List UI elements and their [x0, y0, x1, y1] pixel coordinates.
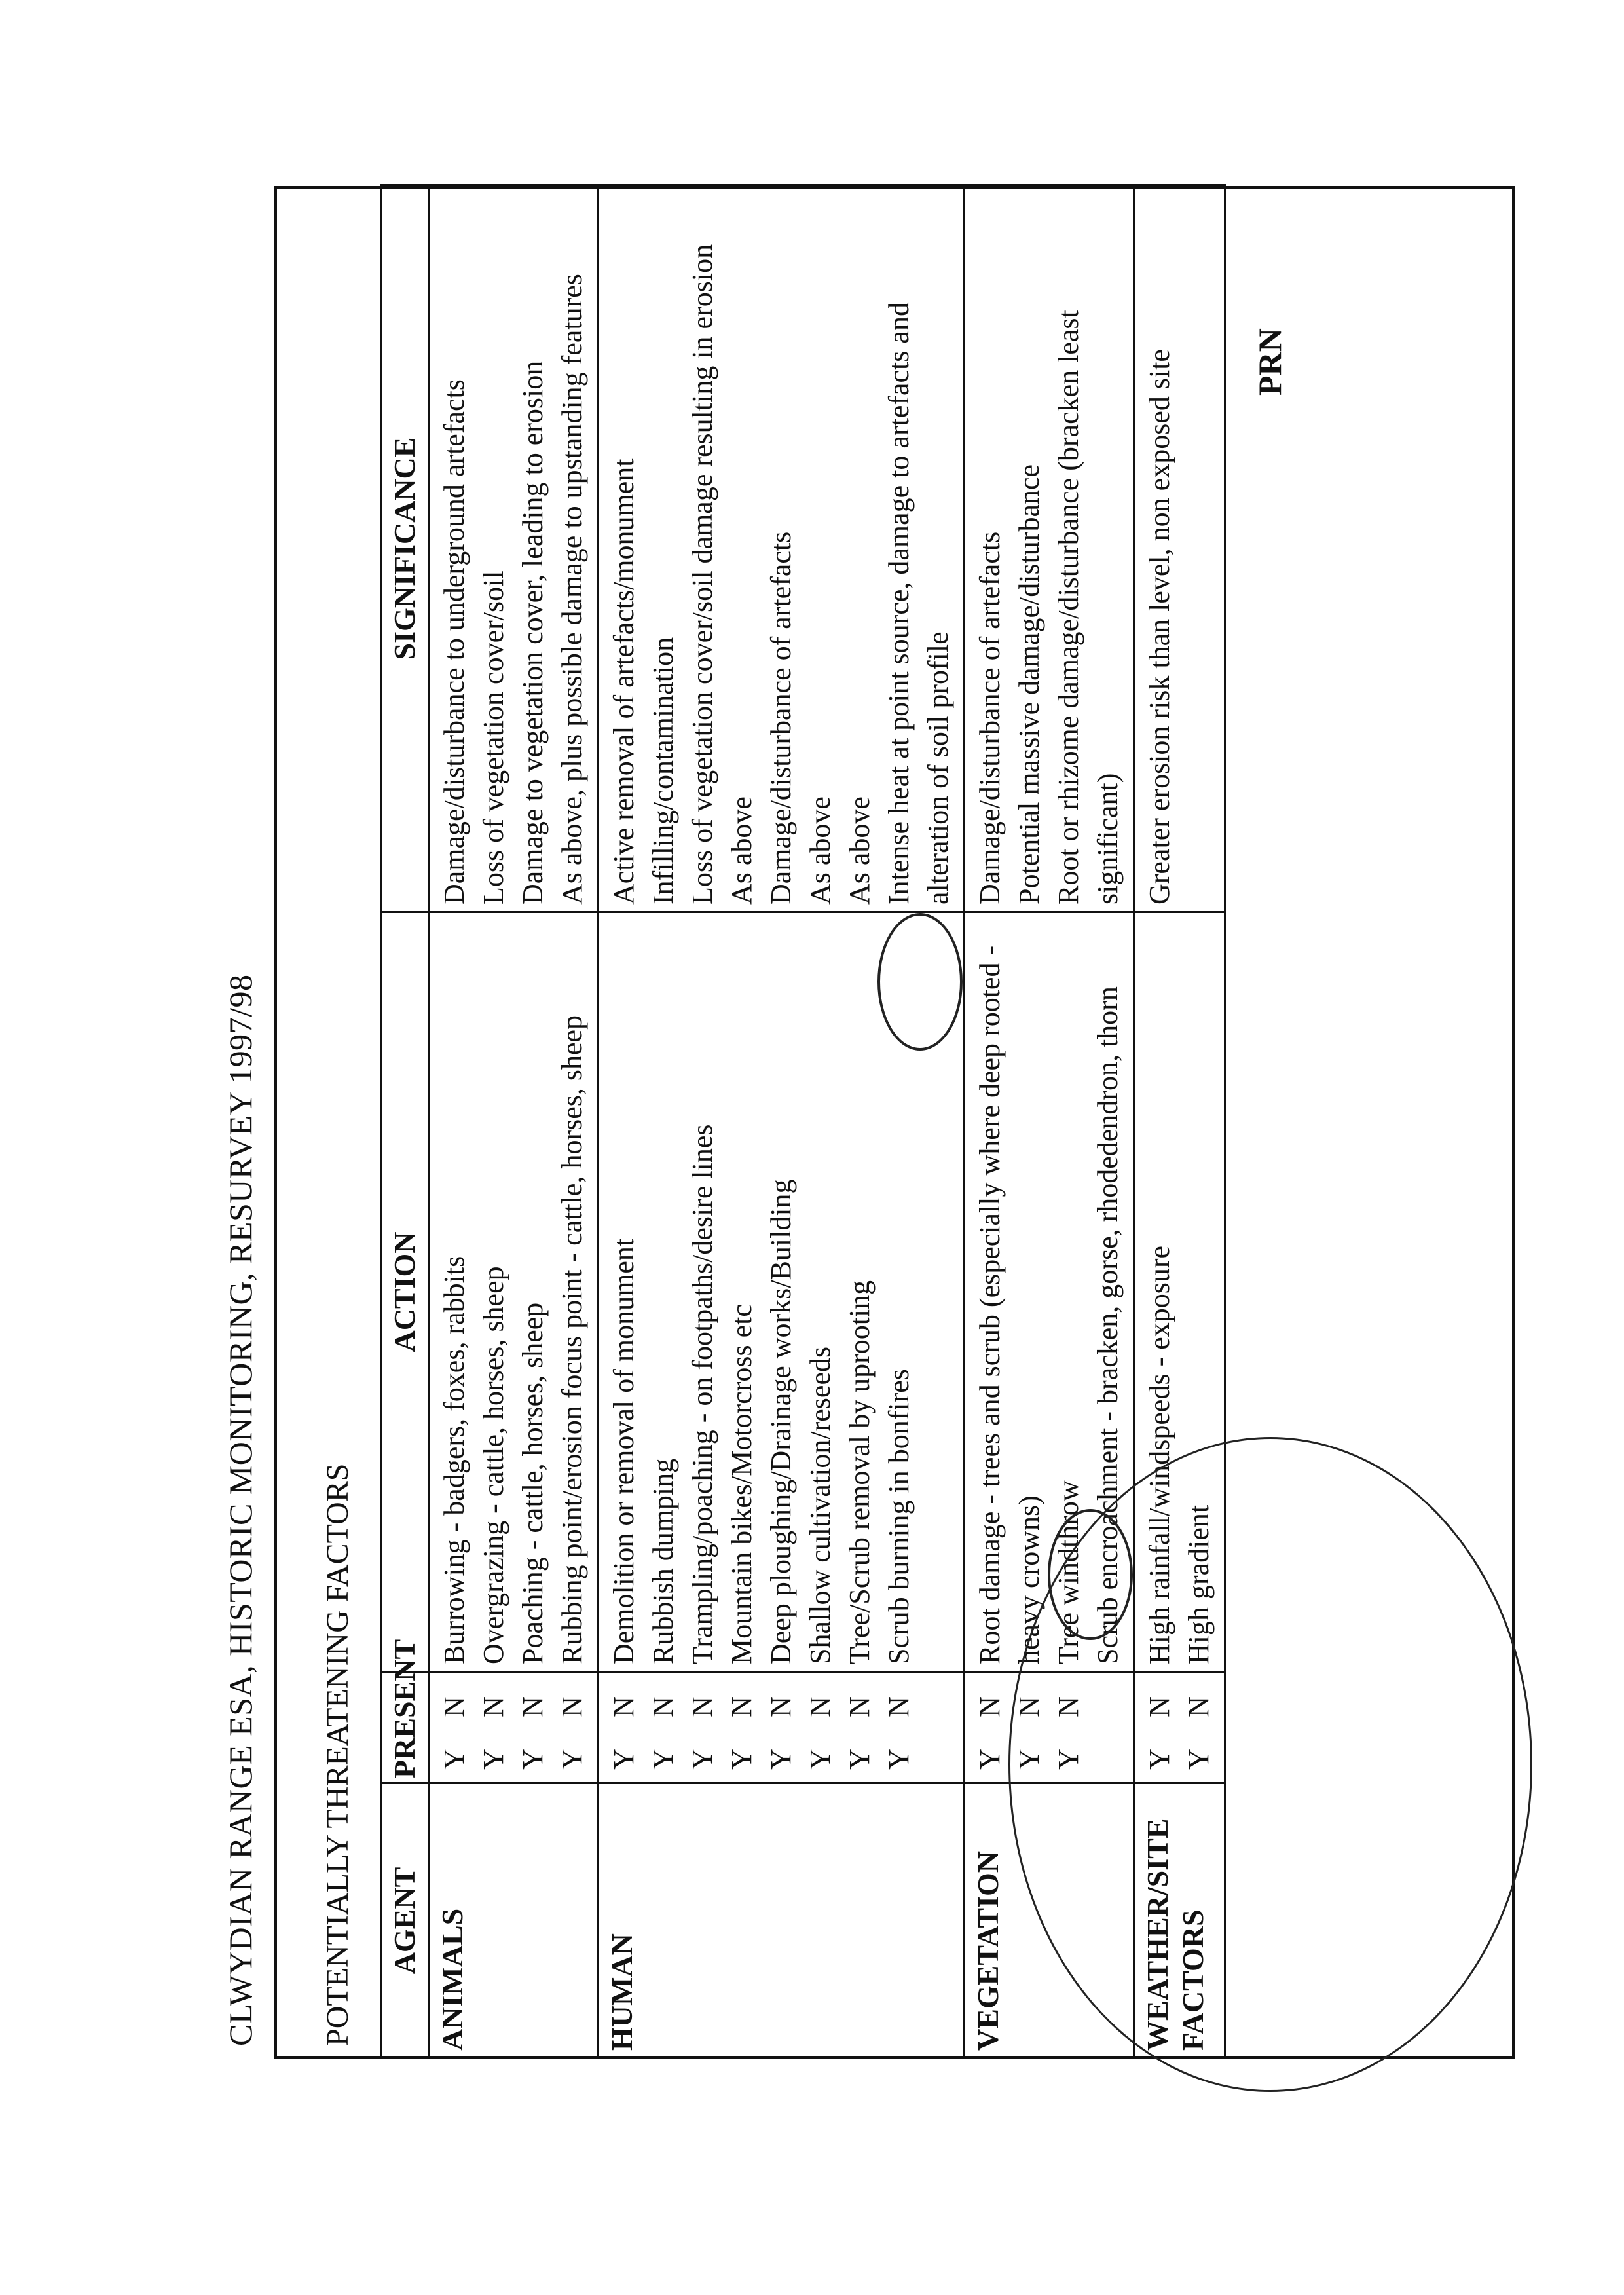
present-yes: Y: [517, 1749, 549, 1770]
present-values: [604, 1679, 644, 1776]
present-no: N: [477, 1696, 509, 1717]
present-yes: Y: [1183, 1749, 1215, 1770]
action-cell: [429, 912, 599, 1672]
present-yes: Y: [1143, 1749, 1175, 1770]
present-yes: Y: [843, 1749, 876, 1770]
present-values: [683, 1679, 722, 1776]
action-text: Shallow cultivation/reseeds: [804, 1346, 836, 1664]
significance-text: Damage/disturbance of artefacts: [765, 531, 797, 905]
present-yes: Y: [804, 1749, 836, 1770]
action-text: Scrub burning in bonfires: [883, 1369, 915, 1664]
agent-cell: WEATHER/SITE FACTORS: [1134, 1783, 1225, 2059]
significance-text: Damage to vegetation cover, leading to erosion: [517, 360, 549, 905]
present-no: N: [686, 1696, 718, 1717]
present-cell: [599, 1672, 965, 1783]
present-values: [722, 1679, 762, 1776]
action-text: High gradient: [1183, 1504, 1215, 1664]
present-yes: Y: [726, 1749, 758, 1770]
present-no: N: [556, 1696, 588, 1717]
action-text: Tree/Scrub removal by uprooting: [843, 1280, 876, 1664]
present-no: N: [883, 1696, 915, 1717]
column-header-present: PRESENT: [381, 1672, 429, 1783]
present-values: [801, 1679, 840, 1776]
present-no: N: [1143, 1696, 1175, 1717]
action-text: Deep ploughing/Drainage works/Building: [765, 1179, 797, 1664]
present-no: N: [765, 1696, 797, 1717]
prn-label: PRN: [1251, 328, 1288, 396]
header-row: [381, 185, 429, 2059]
present-values: [553, 1679, 592, 1776]
significance-text: Active removal of artefacts/monument: [608, 458, 640, 905]
present-no: N: [726, 1696, 758, 1717]
present-no: N: [843, 1696, 876, 1717]
significance-text: As above: [804, 796, 836, 905]
present-values: [474, 1679, 513, 1776]
significance-text: Infilling/contamination: [647, 637, 679, 905]
column-header-significance: SIGNIFICANCE: [381, 185, 429, 912]
present-no: N: [647, 1696, 679, 1717]
significance-text: Loss of vegetation cover/soil damage resulting in erosion: [686, 244, 718, 905]
agent-cell: VEGETATION: [965, 1783, 1134, 2059]
column-header-action: ACTION: [381, 912, 429, 1672]
table-row: [599, 185, 965, 2059]
significance-text: As above, plus possible damage to upstanding features: [556, 274, 588, 905]
action-text: Rubbish dumping: [647, 1458, 679, 1664]
agent-cell: ANIMALS: [429, 1783, 599, 2059]
action-text: Tree windthrow: [1052, 1480, 1084, 1664]
present-values: [435, 1679, 474, 1776]
significance-text: As above: [726, 796, 758, 905]
significance-text: Damage/disturbance to underground artefacts: [438, 379, 470, 905]
action-text: Poaching - cattle, horses, sheep: [517, 1302, 549, 1664]
handwritten-circle-annotation: [877, 913, 963, 1051]
present-no: N: [438, 1696, 470, 1717]
significance-cell: [429, 185, 599, 912]
present-yes: Y: [647, 1749, 679, 1770]
present-values: [879, 1679, 919, 1776]
significance-text: Greater erosion risk than level, non exposed site: [1143, 349, 1175, 905]
present-no: N: [608, 1696, 640, 1717]
significance-cell: [599, 185, 965, 912]
present-yes: Y: [556, 1749, 588, 1770]
significance-text: Intense heat at point source, damage to artefacts and alteration of soil profile: [883, 302, 954, 905]
present-yes: Y: [608, 1749, 640, 1770]
present-values: [644, 1679, 683, 1776]
present-values: [970, 1679, 1010, 1776]
handwritten-circle-annotation: [1008, 1437, 1532, 2092]
significance-cell: [965, 185, 1134, 912]
table-row: [429, 185, 599, 2059]
present-yes: Y: [1052, 1749, 1084, 1770]
action-text: Scrub encroachment - bracken, gorse, rhodedendron, thorn: [1092, 986, 1124, 1664]
significance-text: Potential massive damage/disturbance: [1013, 464, 1045, 905]
page-title: CLWYDIAN RANGE ESA, HISTORIC MONITORING, RESURVEY 1997/98: [222, 974, 259, 2046]
present-no: N: [974, 1696, 1006, 1717]
table-title: POTENTIALLY THREATENING FACTORS: [320, 1463, 355, 2046]
action-text: Demolition or removal of monument: [608, 1238, 640, 1664]
present-no: N: [517, 1696, 549, 1717]
significance-text: Loss of vegetation cover/soil: [477, 570, 509, 905]
action-text: High rainfall/windspeeds - exposure: [1143, 1245, 1175, 1664]
present-no: N: [804, 1696, 836, 1717]
present-values: [762, 1679, 801, 1776]
action-text: Rubbing point/erosion focus point - cattle, horses, sheep: [556, 1015, 588, 1664]
present-yes: Y: [686, 1749, 718, 1770]
present-yes: Y: [438, 1749, 470, 1770]
present-values: [513, 1679, 553, 1776]
action-text: Burrowing - badgers, foxes, rabbits: [438, 1256, 470, 1664]
present-cell: [429, 1672, 599, 1783]
action-text: Overgrazing - cattle, horses, sheep: [477, 1266, 509, 1664]
present-yes: Y: [1013, 1749, 1045, 1770]
significance-text: Damage/disturbance of artefacts: [974, 531, 1006, 905]
present-yes: Y: [883, 1749, 915, 1770]
agent-cell: HUMAN: [599, 1783, 965, 2059]
significance-text: As above: [843, 796, 876, 905]
column-header-agent: AGENT: [381, 1783, 429, 2059]
significance-text: Root or rhizome damage/disturbance (bracken least significant): [1052, 310, 1124, 905]
present-no: N: [1013, 1696, 1045, 1717]
present-yes: Y: [477, 1749, 509, 1770]
present-no: N: [1183, 1696, 1215, 1717]
present-yes: Y: [765, 1749, 797, 1770]
action-text: Trampling/poaching - on footpaths/desire lines: [686, 1124, 718, 1664]
significance-cell: [1134, 185, 1225, 912]
present-values: [840, 1679, 879, 1776]
action-text: Mountain bikes/Motorcross etc: [726, 1304, 758, 1664]
present-no: N: [1052, 1696, 1084, 1717]
action-text: Root damage - trees and scrub (especially where deep rooted - heavy crowns): [974, 945, 1045, 1664]
present-yes: Y: [974, 1749, 1006, 1770]
